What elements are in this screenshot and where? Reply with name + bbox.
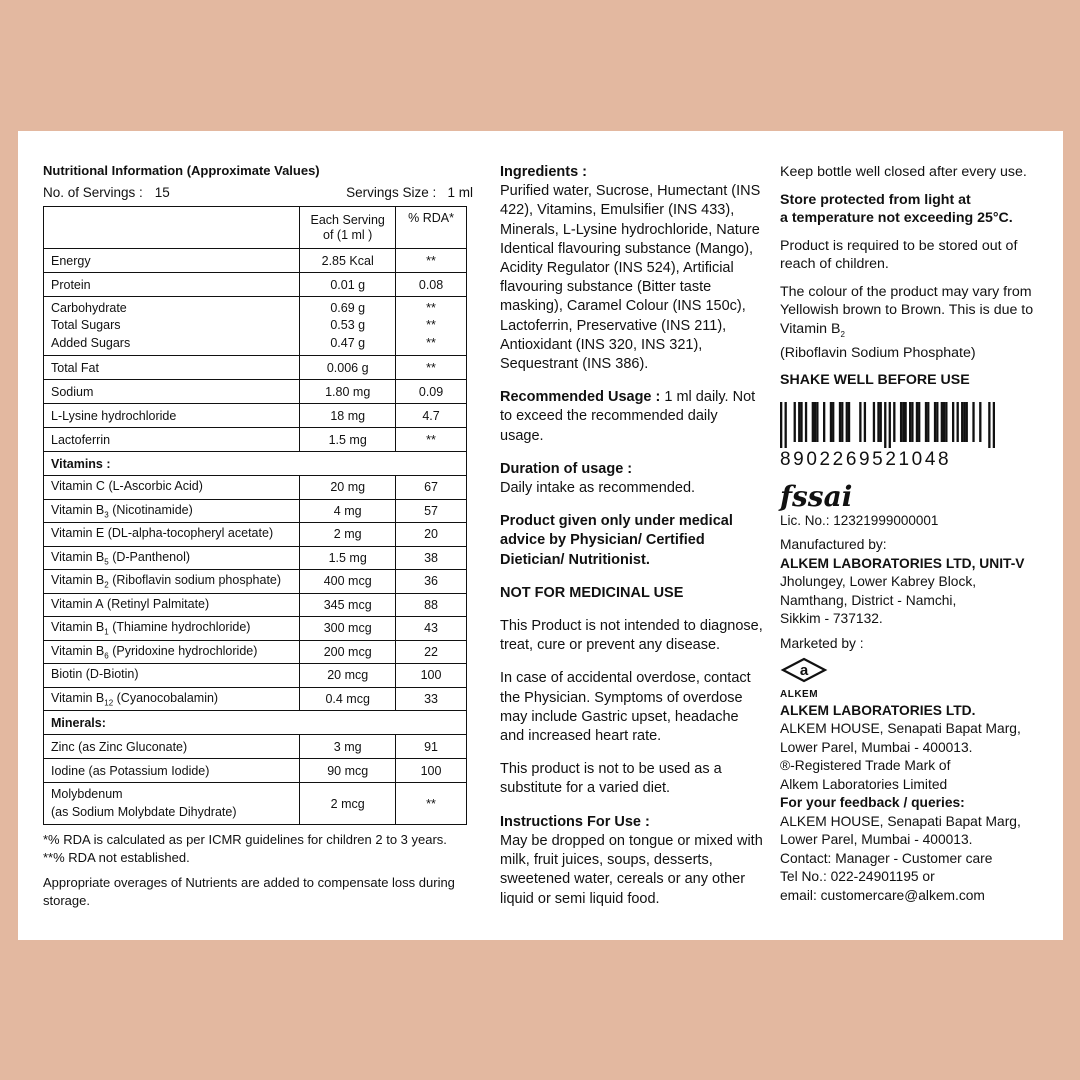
overdose-text: In case of accidental overdose, contact the Physician. Symptoms of overdose may include Gastric upset, headache and increased heart rate.	[500, 670, 751, 745]
barcode-bar	[972, 402, 974, 442]
barcode-bar	[934, 402, 936, 442]
barcode-bar	[785, 402, 787, 448]
row-rda: 22	[396, 640, 467, 664]
row-name	[44, 546, 300, 570]
barcode-bar	[966, 402, 968, 442]
barcode-bar	[957, 402, 959, 442]
manufactured-by-label: Manufactured by:	[780, 537, 887, 553]
ingredients-title: Ingredients :	[500, 164, 588, 180]
usage-text: 1 ml daily. Not to exceed the recommended daily usage.	[500, 389, 756, 444]
barcode-bar	[877, 402, 879, 442]
row-name-line: Total Sugars	[51, 318, 121, 333]
row-name: Zinc (as Zinc Gluconate)	[44, 735, 300, 759]
storage-column	[780, 163, 1050, 905]
barcode-bar	[943, 402, 945, 442]
barcode-bar	[936, 402, 938, 442]
minerals-section-row	[44, 711, 467, 735]
row-amount: 300 mcg	[300, 617, 396, 641]
barcode-bar	[927, 402, 929, 442]
substitute-block	[500, 760, 765, 798]
manufacturer-address-line: Sikkim - 737132.	[780, 611, 883, 627]
row-rda: 100	[396, 759, 467, 783]
barcode-bar	[816, 402, 818, 442]
barcode-bar	[846, 402, 848, 442]
barcode-bar	[941, 402, 943, 442]
marketer-block	[780, 635, 1050, 906]
medical-advice: Product given only under medical advice by Physician/ Certified Dietician/ Nutritionist.	[500, 513, 733, 568]
barcode-bar	[979, 402, 981, 442]
feedback-address-line: Lower Parel, Mumbai - 400013.	[780, 832, 973, 848]
ingredients-text: Purified water, Sucrose, Humectant (INS 422), Vitamins, Emulsifier (INS 433), Minerals, L-Lysine hydrochloride, Nature Identical flavouring substance (Mango), Acidity Regulator (INS 524), Artificial flavouring substance (Bitter taste masking), Caramel Colour (INS 150c), Lactoferrin, Preservative (INS 211), Antioxidant (INS 320, INS 321), Sequestrant (INS 386).	[500, 183, 761, 373]
barcode-bar	[909, 402, 911, 442]
row-amount: 2.85 Kcal	[300, 249, 396, 273]
row-name-line: (as Sodium Molybdate Dihydrate)	[51, 804, 237, 819]
barcode-bar	[988, 402, 990, 448]
serving-size-value: 1 ml	[447, 185, 473, 200]
vitamin-name: Vitamin B	[51, 643, 105, 658]
alkem-logo	[780, 657, 1050, 700]
row-amount: 0.01 g	[300, 273, 396, 297]
manufacturer-name: ALKEM LABORATORIES LTD, UNIT-V	[780, 555, 1025, 571]
barcode-bar	[839, 402, 841, 442]
alkem-logo-icon	[780, 657, 830, 683]
header-each-serving	[300, 207, 396, 249]
table-header-row	[44, 207, 467, 249]
barcode-bar	[794, 402, 796, 442]
vitamin-name: Biotin	[51, 667, 83, 681]
row-amount: 4 mg	[300, 499, 396, 523]
servings-line	[43, 184, 473, 201]
table-row	[44, 523, 467, 547]
barcode-bar	[916, 402, 918, 442]
usage-block	[500, 388, 765, 446]
vitamin-name: Vitamin E	[51, 526, 105, 540]
duration-block	[500, 460, 765, 498]
row-amount-line: 0.53 g	[330, 318, 366, 333]
row-amount: 90 mcg	[300, 759, 396, 783]
table-row	[44, 499, 467, 523]
not-medicinal-block	[500, 584, 765, 603]
barcode-bar	[925, 402, 927, 442]
table-row	[44, 640, 467, 664]
barcode-bar	[859, 402, 861, 442]
header-blank-cell	[44, 207, 300, 249]
duration-text: Daily intake as recommended.	[500, 480, 696, 497]
row-name	[44, 664, 300, 688]
barcode-bar	[798, 402, 800, 442]
vitamin-form: (L-Ascorbic Acid)	[104, 479, 203, 493]
usage-title: Recommended Usage :	[500, 389, 661, 406]
shake-block	[780, 371, 1050, 390]
fssai-logo	[780, 479, 1050, 513]
vitamin-form: (Retinyl Palmitate)	[103, 596, 210, 611]
nutrition-table	[43, 206, 467, 825]
row-name	[44, 297, 300, 356]
nutrition-section	[43, 163, 473, 909]
row-amount-line: 0.69 g	[330, 300, 366, 315]
barcode-bar	[841, 402, 843, 442]
barcode-bar	[873, 402, 875, 442]
row-amount: 0.4 mcg	[300, 687, 396, 711]
ingredients-block	[500, 163, 765, 374]
vitamins-section-row	[44, 452, 467, 476]
contact-line: Contact: Manager - Customer care	[780, 850, 993, 866]
barcode-bar	[812, 402, 814, 442]
barcode-bar	[864, 402, 866, 442]
colour-subscript: 2	[840, 329, 845, 339]
barcode-bar	[823, 402, 825, 442]
vitamin-form: (Thiamine hydrochloride)	[108, 620, 251, 634]
row-name	[44, 570, 300, 594]
row-name-line: Added Sugars	[51, 335, 131, 350]
barcode-bar	[902, 402, 904, 442]
row-amount: 20 mcg	[300, 664, 396, 688]
keep-closed: Keep bottle well closed after every use.	[780, 164, 1027, 180]
row-amount: 400 mcg	[300, 570, 396, 594]
row-rda: 43	[396, 617, 467, 641]
vitamin-name: Vitamin B	[51, 502, 105, 517]
row-rda: **	[396, 428, 467, 452]
vitamin-form: (D-Biotin)	[82, 667, 139, 681]
vitamin-subscript: 2	[104, 580, 109, 590]
marketed-by-label: Marketed by :	[780, 635, 864, 651]
colour-tail: (Riboflavin Sodium Phosphate)	[780, 344, 976, 361]
servings-value: 15	[154, 185, 170, 200]
keep-closed-block	[780, 163, 1050, 182]
barcode-bar	[889, 402, 891, 448]
row-name: Sodium	[44, 380, 300, 404]
row-rda: **	[396, 249, 467, 273]
marketer-address-line: Lower Parel, Mumbai - 400013.	[780, 739, 973, 755]
row-rda: 0.09	[396, 380, 467, 404]
feedback-title: For your feedback / queries:	[780, 795, 965, 811]
barcode-bar	[814, 402, 816, 442]
row-rda: **	[396, 783, 467, 825]
row-rda: 100	[396, 664, 467, 688]
footnote-overages: Appropriate overages of Nutrients are added to compensate loss during storage.	[43, 875, 455, 908]
row-rda: 4.7	[396, 404, 467, 428]
row-name	[44, 687, 300, 711]
barcode-bar	[848, 402, 850, 442]
not-intended: This Product is not intended to diagnose, treat, cure or prevent any disease.	[500, 618, 763, 654]
store-line2: a temperature not exceeding 25°C.	[780, 210, 1013, 226]
barcode-bar	[832, 402, 834, 442]
row-name: Iodine (as Potassium Iodide)	[44, 759, 300, 783]
reach-block	[780, 237, 1050, 274]
vitamin-name: Vitamin A	[51, 596, 104, 611]
not-medicinal: NOT FOR MEDICINAL USE	[500, 584, 684, 601]
row-amount: 18 mg	[300, 404, 396, 428]
table-row	[44, 783, 467, 825]
barcode	[780, 402, 995, 470]
telephone-line: Tel No.: 022-24901195 or	[780, 869, 935, 885]
footnote-rda: *% RDA is calculated as per ICMR guidelines for children 2 to 3 years.	[43, 832, 447, 847]
row-rda: 36	[396, 570, 467, 594]
colour-block	[780, 283, 1050, 363]
vitamin-subscript: 1	[104, 627, 109, 637]
row-amount	[300, 297, 396, 356]
medical-advice-block	[500, 512, 765, 570]
table-row	[44, 735, 467, 759]
table-row	[44, 476, 467, 500]
vitamin-name: Vitamin B	[51, 549, 105, 564]
barcode-bar	[900, 402, 902, 442]
table-row	[44, 664, 467, 688]
vitamin-name: Vitamin B	[51, 573, 105, 587]
barcode-bar	[780, 402, 782, 448]
feedback-address-line: ALKEM HOUSE, Senapati Bapat Marg,	[780, 813, 1021, 829]
barcode-bar	[830, 402, 832, 442]
table-row	[44, 428, 467, 452]
trademark-line: Alkem Laboratories Limited	[780, 776, 948, 792]
table-row	[44, 297, 467, 356]
row-rda: 88	[396, 593, 467, 617]
store-line1: Store protected from light at	[780, 191, 971, 208]
trademark-line: ®-Registered Trade Mark of	[780, 758, 951, 774]
barcode-digits: 8902269521048	[780, 449, 952, 471]
row-rda: 38	[396, 546, 467, 570]
vitamin-subscript: 6	[104, 651, 109, 660]
overdose-block	[500, 669, 765, 746]
table-row	[44, 546, 467, 570]
not-intended-block	[500, 617, 765, 655]
row-rda: 33	[396, 687, 467, 711]
row-rda	[396, 297, 467, 356]
instructions-title: Instructions For Use :	[500, 813, 650, 830]
table-row	[44, 570, 467, 594]
row-name-line: Molybdenum	[51, 787, 123, 801]
table-row	[44, 759, 467, 783]
row-rda: **	[396, 356, 467, 380]
vitamin-form: (Pyridoxine hydrochloride)	[108, 643, 258, 658]
table-row	[44, 687, 467, 711]
table-row	[44, 380, 467, 404]
row-amount: 2 mcg	[300, 783, 396, 825]
table-row	[44, 404, 467, 428]
table-row	[44, 273, 467, 297]
marketer-address-line: ALKEM HOUSE, Senapati Bapat Marg,	[780, 721, 1021, 737]
table-row	[44, 593, 467, 617]
vitamin-subscript: 3	[104, 510, 109, 519]
row-name	[44, 640, 300, 664]
barcode-icon	[780, 402, 995, 448]
barcode-bar	[961, 402, 963, 442]
row-amount: 200 mcg	[300, 640, 396, 664]
row-name	[44, 523, 300, 547]
row-name	[44, 617, 300, 641]
row-name-line: Carbohydrate	[51, 300, 127, 315]
ingredients-column	[500, 163, 765, 923]
barcode-bar	[893, 402, 895, 442]
instructions-text: May be dropped on tongue or mixed with milk, fruit juices, soups, desserts, sweetened water, cereals or any other liquid or semi liquid food.	[500, 832, 763, 907]
vitamin-subscript: 12	[104, 698, 114, 707]
instructions-block	[500, 813, 765, 909]
row-amount: 1.5 mg	[300, 428, 396, 452]
duration-title: Duration of usage :	[500, 460, 633, 477]
vitamin-form: (DL-alpha-tocopheryl acetate)	[104, 526, 274, 540]
alkem-logo-text: ALKEM	[780, 688, 819, 700]
footnote-not-established: **% RDA not established.	[43, 849, 190, 865]
row-name	[44, 476, 300, 500]
colour-text: The colour of the product may vary from Yellowish brown to Brown. This is due to Vitamin B	[780, 283, 1034, 337]
row-amount: 3 mg	[300, 735, 396, 759]
row-name: L-Lysine hydrochloride	[44, 404, 300, 428]
vitamin-form: (Riboflavin sodium phosphate)	[108, 573, 282, 587]
vitamin-form: (Cyanocobalamin)	[113, 690, 219, 705]
serving-size-label: Servings Size :	[346, 185, 437, 200]
table-row	[44, 356, 467, 380]
license-number: Lic. No.: 12321999000001	[780, 512, 939, 528]
barcode-bar	[952, 402, 954, 442]
row-name: Total Fat	[44, 356, 300, 380]
header-each-serving-line2: of (1 ml )	[323, 227, 373, 242]
nutrition-title: Nutritional Information (Approximate Values)	[43, 163, 320, 178]
vitamin-form: (D-Panthenol)	[108, 549, 191, 564]
table-row	[44, 617, 467, 641]
manufacturer-address-line: Namthang, District - Namchi,	[780, 592, 957, 608]
barcode-bar	[880, 402, 882, 442]
barcode-bar	[945, 402, 947, 442]
header-rda: % RDA*	[396, 207, 467, 249]
servings-label: No. of Servings :	[43, 185, 143, 200]
barcode-bar	[904, 402, 906, 442]
row-name: Lactoferrin	[44, 428, 300, 452]
row-amount: 20 mg	[300, 476, 396, 500]
marketer-name: ALKEM LABORATORIES LTD.	[780, 702, 976, 718]
manufacturer-block	[780, 536, 1050, 629]
vitamins-heading: Vitamins :	[44, 452, 467, 476]
row-amount: 1.5 mg	[300, 546, 396, 570]
row-name: Protein	[44, 273, 300, 297]
row-amount: 345 mcg	[300, 593, 396, 617]
svg-text:a: a	[799, 662, 809, 680]
row-rda-line: **	[426, 335, 436, 350]
vitamin-name: Vitamin B	[51, 620, 105, 634]
email-line: email: customercare@alkem.com	[780, 887, 985, 903]
row-rda: 0.08	[396, 273, 467, 297]
row-name	[44, 593, 300, 617]
row-rda: 20	[396, 523, 467, 547]
row-amount: 2 mg	[300, 523, 396, 547]
manufacturer-address-line: Jholungey, Lower Kabrey Block,	[780, 574, 977, 590]
fssai-logo-text: fssai	[780, 479, 853, 513]
minerals-heading: Minerals:	[44, 711, 467, 735]
row-amount: 0.006 g	[300, 356, 396, 380]
vitamin-name: Vitamin B	[51, 690, 105, 705]
barcode-bar	[918, 402, 920, 442]
table-row	[44, 249, 467, 273]
vitamin-name: Vitamin C	[51, 479, 105, 493]
substitute-text: This product is not to be used as a substitute for a varied diet.	[500, 761, 722, 797]
vitamin-form: (Nicotinamide)	[108, 502, 193, 517]
row-rda: 57	[396, 499, 467, 523]
barcode-bar	[884, 402, 886, 448]
row-rda-line: **	[426, 300, 436, 315]
nutrition-footnotes	[43, 831, 473, 909]
row-amount-line: 0.47 g	[330, 335, 366, 350]
header-each-serving-line1: Each Serving	[310, 212, 385, 227]
row-name	[44, 783, 300, 825]
shake-warning: SHAKE WELL BEFORE USE	[780, 372, 970, 389]
row-name: Energy	[44, 249, 300, 273]
barcode-bar	[911, 402, 913, 442]
barcode-bar	[800, 402, 802, 442]
row-name	[44, 499, 300, 523]
row-rda: 91	[396, 735, 467, 759]
barcode-bar	[805, 402, 807, 442]
vitamin-subscript: 5	[104, 557, 109, 566]
barcode-bar	[963, 402, 965, 442]
reach-text: Product is required to be stored out of reach of children.	[780, 237, 1018, 272]
store-block	[780, 191, 1050, 228]
row-amount: 1.80 mg	[300, 380, 396, 404]
barcode-bar	[993, 402, 995, 448]
row-rda: 67	[396, 476, 467, 500]
row-rda-line: **	[426, 318, 436, 333]
